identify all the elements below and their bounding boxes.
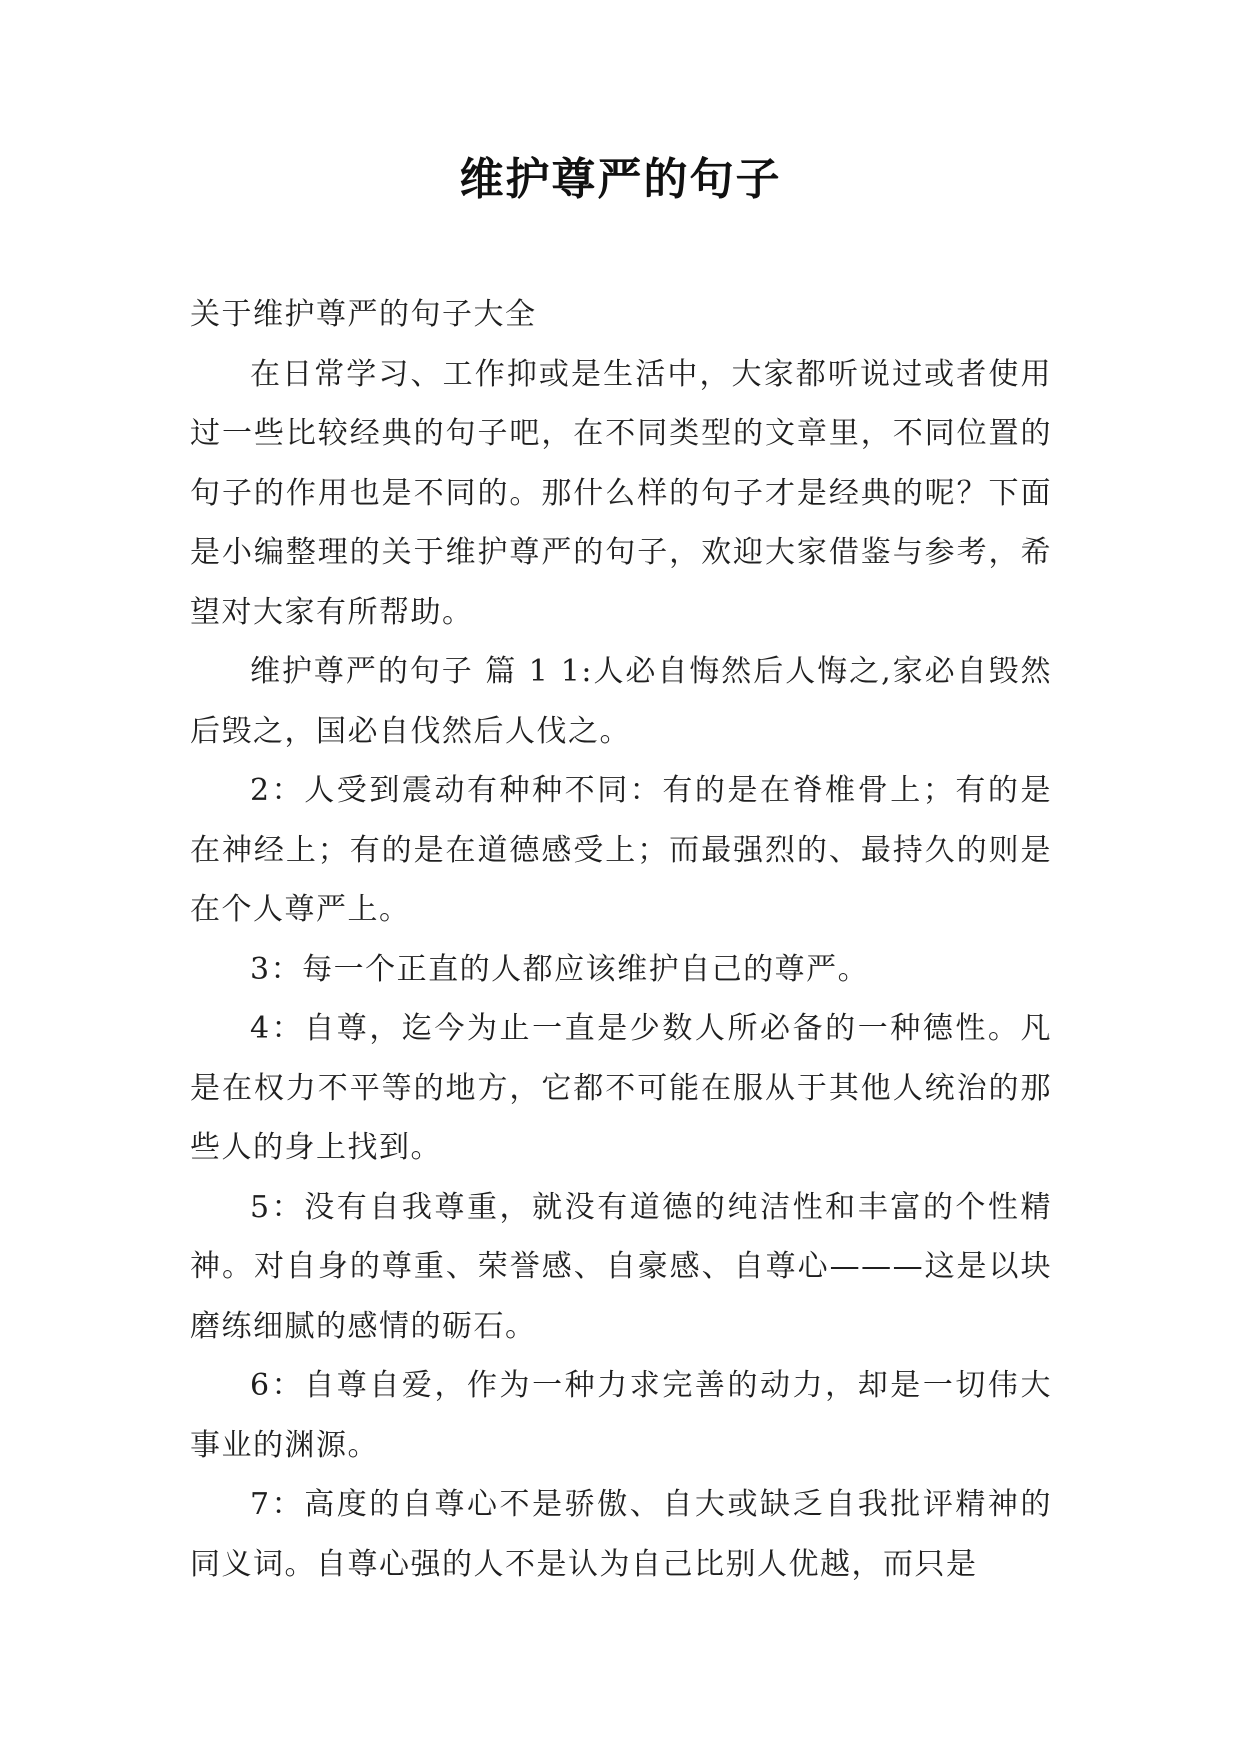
paragraph-quote-1: 维护尊严的句子 篇 1 1:人必自悔然后人悔之,家必自毁然后毁之，国必自伐然后人伐之。 xyxy=(190,654,1052,749)
paragraph-quote-2: 2：人受到震动有种种不同：有的是在脊椎骨上；有的是在神经上；有的是在道德感受上；而最强烈的、最持久的则是在个人尊严上。 xyxy=(190,773,1052,927)
paragraph-quote-7: 7：高度的自尊心不是骄傲、自大或缺乏自我批评精神的同义词。自尊心强的人不是认为自己比别人优越，而只是 xyxy=(190,1487,1052,1582)
document-body xyxy=(190,285,1052,1594)
paragraph-quote-6: 6：自尊自爱，作为一种力求完善的动力，却是一切伟大事业的渊源。 xyxy=(190,1368,1052,1463)
paragraph-intro: 在日常学习、工作抑或是生活中，大家都听说过或者使用过一些比较经典的句子吧，在不同类型的文章里，不同位置的句子的作用也是不同的。那什么样的句子才是经典的呢？下面是小编整理的关于维护尊严的句子，欢迎大家借鉴与参考，希望对大家有所帮助。 xyxy=(190,356,1052,630)
paragraph-quote-3: 3：每一个正直的人都应该维护自己的尊严。 xyxy=(250,951,870,987)
paragraph-quote-4: 4：自尊，迄今为止一直是少数人所必备的一种德性。凡是在权力不平等的地方，它都不可能在服从于其他人统治的那些人的身上找到。 xyxy=(190,1011,1052,1165)
page-title: 维护尊严的句子 xyxy=(459,154,782,205)
paragraph-quote-5: 5：没有自我尊重，就没有道德的纯洁性和丰富的个性精神。对自身的尊重、荣誉感、自豪感、自尊心———这是以块磨练细腻的感情的砺石。 xyxy=(190,1189,1052,1344)
subtitle: 关于维护尊严的句子大全 xyxy=(190,297,537,332)
